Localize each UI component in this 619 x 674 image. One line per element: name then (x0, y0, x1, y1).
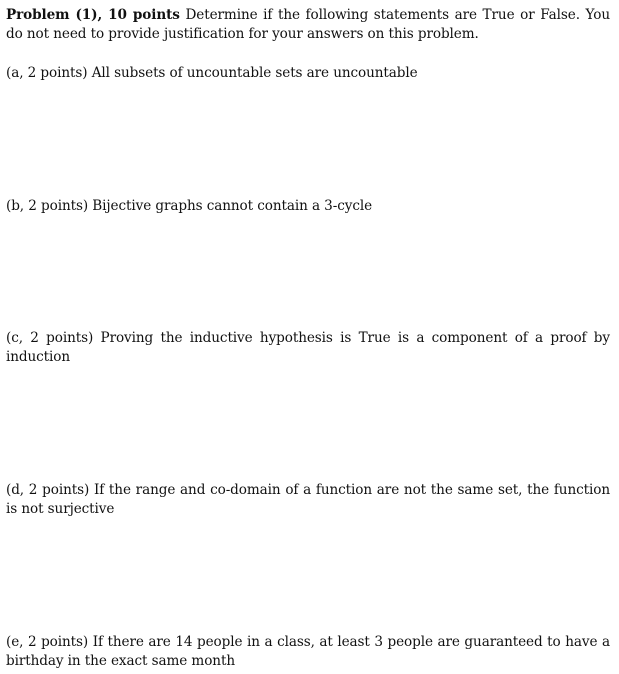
question-d (6, 481, 610, 519)
question-e-text: If there are 14 people in a class, at least 3 people are guaranteed to have a birthday in the exact same month (6, 634, 610, 669)
question-a-text: All subsets of uncountable sets are uncountable (91, 65, 418, 81)
problem-intro (6, 6, 610, 44)
question-b-text: Bijective graphs cannot contain a 3-cycle (92, 198, 373, 214)
problem-instructions: Determine if the following statements are True or False. You do not need to provide justification for your answers on this problem. (6, 7, 610, 42)
question-e-label: (e, 2 points) (6, 634, 89, 650)
question-c-text: Proving the inductive hypothesis is True is a component of a proof by induction (6, 330, 610, 365)
question-a (6, 64, 610, 83)
question-d-text: If the range and co-domain of a function are not the same set, the function is not surjective (6, 482, 610, 517)
question-c (6, 329, 610, 367)
problem-heading: Problem (1), 10 points (6, 7, 180, 23)
question-a-label: (a, 2 points) (6, 65, 88, 81)
question-d-label: (d, 2 points) (6, 482, 90, 498)
question-b-label: (b, 2 points) (6, 198, 89, 214)
question-c-label: (c, 2 points) (6, 330, 94, 346)
question-e (6, 633, 610, 671)
question-b (6, 197, 610, 216)
